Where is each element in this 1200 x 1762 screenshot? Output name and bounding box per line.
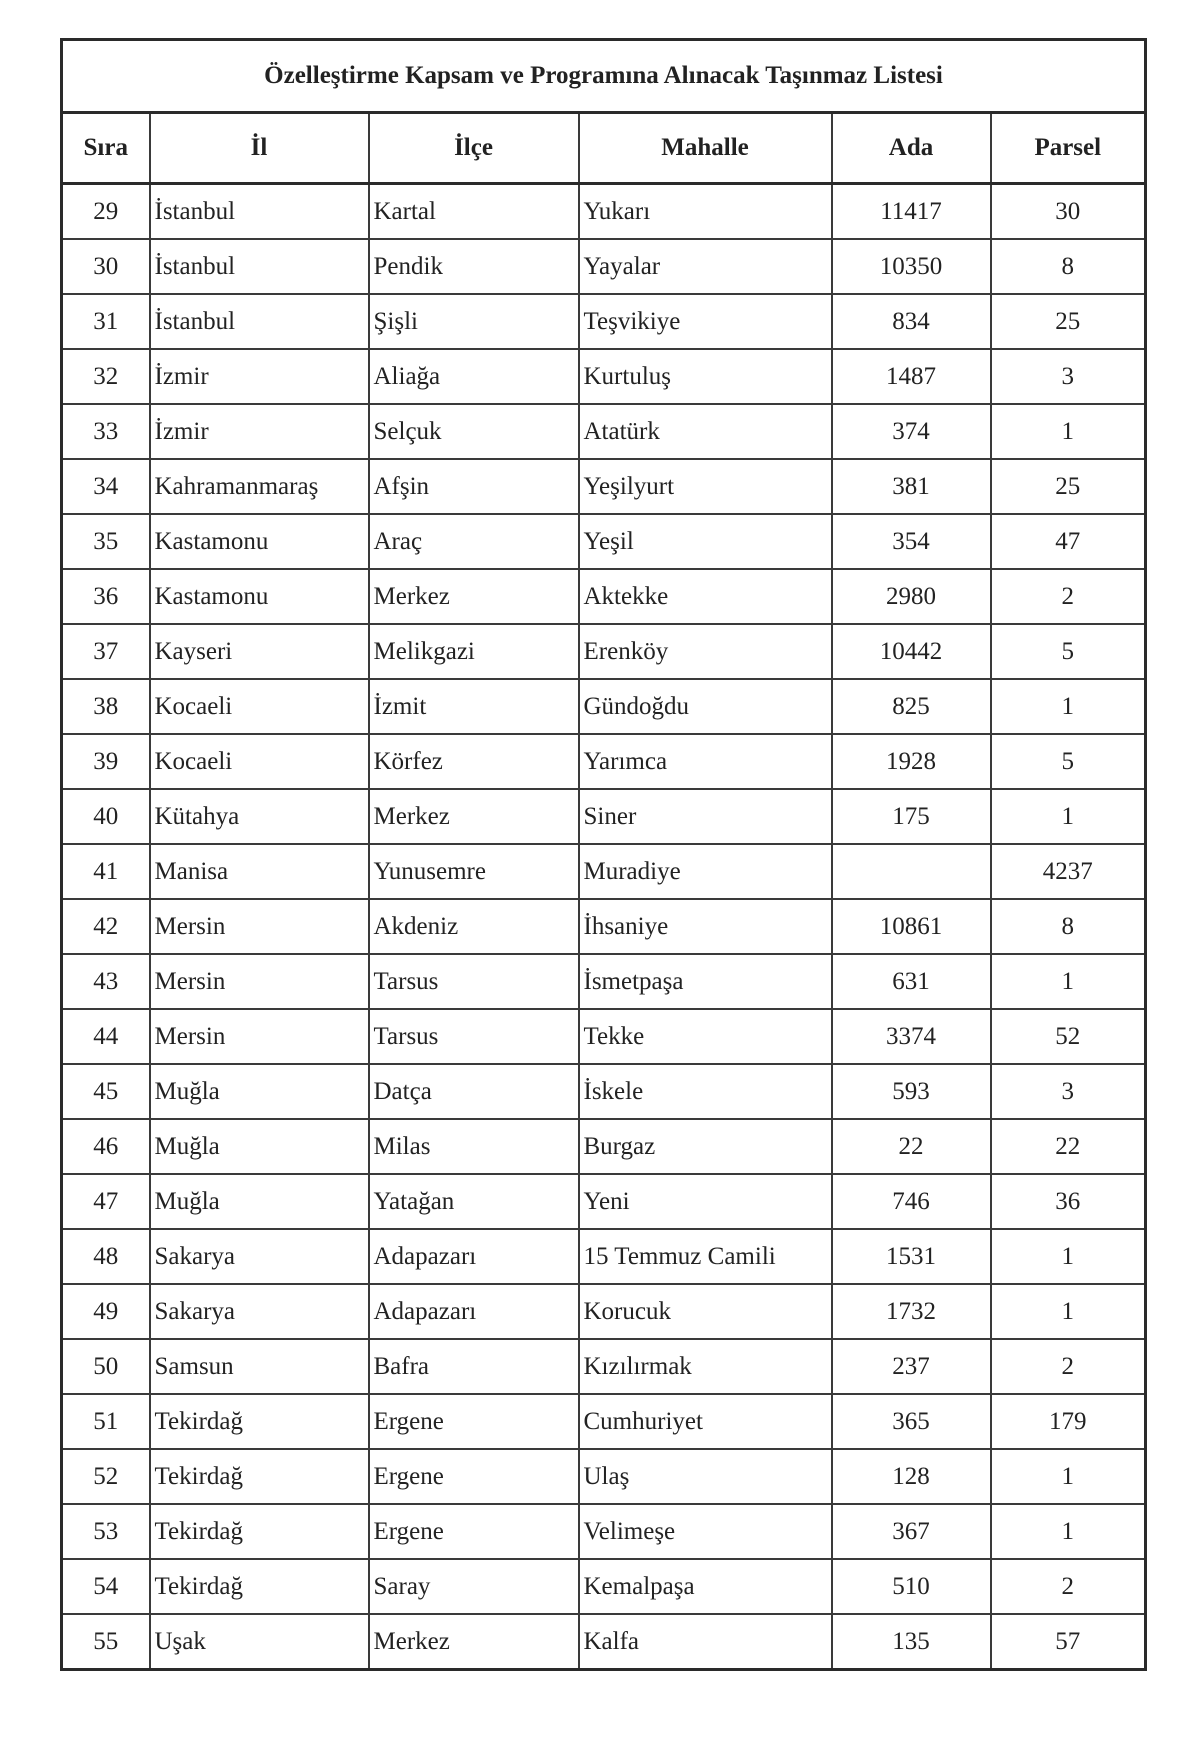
cell-sira: 46: [62, 1119, 150, 1174]
cell-parsel: 1: [991, 679, 1146, 734]
cell-ada: 631: [832, 954, 991, 1009]
cell-sira: 37: [62, 624, 150, 679]
cell-mahalle: Yeni: [579, 1174, 832, 1229]
table-row: [62, 1614, 1146, 1670]
cell-mahalle: Yukarı: [579, 184, 832, 240]
cell-parsel: 2: [991, 1339, 1146, 1394]
cell-sira: 31: [62, 294, 150, 349]
cell-mahalle: 15 Temmuz Camili: [579, 1229, 832, 1284]
table-row: [62, 294, 1146, 349]
cell-ilce: Ergene: [369, 1504, 579, 1559]
cell-sira: 51: [62, 1394, 150, 1449]
cell-mahalle: İskele: [579, 1064, 832, 1119]
cell-ada: 1928: [832, 734, 991, 789]
cell-il: İzmir: [150, 349, 369, 404]
cell-mahalle: Gündoğdu: [579, 679, 832, 734]
cell-il: Muğla: [150, 1174, 369, 1229]
cell-ilce: Akdeniz: [369, 899, 579, 954]
cell-il: Mersin: [150, 954, 369, 1009]
cell-parsel: 36: [991, 1174, 1146, 1229]
cell-mahalle: Muradiye: [579, 844, 832, 899]
cell-parsel: 25: [991, 294, 1146, 349]
cell-il: Tekirdağ: [150, 1449, 369, 1504]
cell-ilce: Datça: [369, 1064, 579, 1119]
cell-ilce: Selçuk: [369, 404, 579, 459]
table-row: [62, 514, 1146, 569]
cell-mahalle: Kızılırmak: [579, 1339, 832, 1394]
cell-mahalle: Aktekke: [579, 569, 832, 624]
cell-ilce: İzmit: [369, 679, 579, 734]
cell-il: Sakarya: [150, 1284, 369, 1339]
cell-ada: 10861: [832, 899, 991, 954]
header-row: [62, 113, 1146, 184]
cell-mahalle: Cumhuriyet: [579, 1394, 832, 1449]
table-row: [62, 844, 1146, 899]
cell-ada: 834: [832, 294, 991, 349]
cell-ada: 3374: [832, 1009, 991, 1064]
cell-ilce: Adapazarı: [369, 1284, 579, 1339]
table-row: [62, 1339, 1146, 1394]
table-row: [62, 1449, 1146, 1504]
cell-ilce: Merkez: [369, 1614, 579, 1670]
cell-ada: 10442: [832, 624, 991, 679]
cell-mahalle: Yeşilyurt: [579, 459, 832, 514]
cell-sira: 39: [62, 734, 150, 789]
cell-ilce: Araç: [369, 514, 579, 569]
cell-sira: 30: [62, 239, 150, 294]
cell-il: Kocaeli: [150, 734, 369, 789]
table-row: [62, 349, 1146, 404]
cell-il: Kocaeli: [150, 679, 369, 734]
cell-sira: 40: [62, 789, 150, 844]
cell-ada: 593: [832, 1064, 991, 1119]
cell-ilce: Kartal: [369, 184, 579, 240]
cell-ada: 11417: [832, 184, 991, 240]
cell-ilce: Şişli: [369, 294, 579, 349]
column-header-parsel: Parsel: [991, 113, 1146, 184]
cell-ilce: Aliağa: [369, 349, 579, 404]
cell-il: İstanbul: [150, 239, 369, 294]
cell-mahalle: Atatürk: [579, 404, 832, 459]
cell-parsel: 3: [991, 1064, 1146, 1119]
cell-mahalle: Teşvikiye: [579, 294, 832, 349]
column-header-ilce: İlçe: [369, 113, 579, 184]
cell-sira: 52: [62, 1449, 150, 1504]
table-row: [62, 404, 1146, 459]
cell-ada: 1487: [832, 349, 991, 404]
cell-ilce: Tarsus: [369, 954, 579, 1009]
cell-sira: 55: [62, 1614, 150, 1670]
cell-sira: 49: [62, 1284, 150, 1339]
cell-mahalle: Siner: [579, 789, 832, 844]
cell-il: Muğla: [150, 1064, 369, 1119]
table-row: [62, 1229, 1146, 1284]
cell-il: İstanbul: [150, 184, 369, 240]
cell-sira: 48: [62, 1229, 150, 1284]
cell-ilce: Saray: [369, 1559, 579, 1614]
cell-ada: 175: [832, 789, 991, 844]
cell-parsel: 2: [991, 569, 1146, 624]
cell-ada: 354: [832, 514, 991, 569]
cell-parsel: 5: [991, 624, 1146, 679]
cell-il: Sakarya: [150, 1229, 369, 1284]
cell-mahalle: İsmetpaşa: [579, 954, 832, 1009]
cell-il: Tekirdağ: [150, 1559, 369, 1614]
cell-ada: 1531: [832, 1229, 991, 1284]
cell-ilce: Yunusemre: [369, 844, 579, 899]
cell-mahalle: Kurtuluş: [579, 349, 832, 404]
cell-il: Muğla: [150, 1119, 369, 1174]
cell-parsel: 5: [991, 734, 1146, 789]
cell-sira: 54: [62, 1559, 150, 1614]
cell-sira: 41: [62, 844, 150, 899]
cell-sira: 32: [62, 349, 150, 404]
cell-sira: 33: [62, 404, 150, 459]
column-header-sira: Sıra: [62, 113, 150, 184]
cell-ada: 510: [832, 1559, 991, 1614]
table-row: [62, 954, 1146, 1009]
cell-parsel: 22: [991, 1119, 1146, 1174]
cell-ada: 365: [832, 1394, 991, 1449]
cell-parsel: 52: [991, 1009, 1146, 1064]
cell-il: Tekirdağ: [150, 1504, 369, 1559]
cell-ilce: Yatağan: [369, 1174, 579, 1229]
cell-ada: 2980: [832, 569, 991, 624]
cell-parsel: 179: [991, 1394, 1146, 1449]
table-row: [62, 459, 1146, 514]
cell-ada: 128: [832, 1449, 991, 1504]
cell-mahalle: Erenköy: [579, 624, 832, 679]
cell-il: Uşak: [150, 1614, 369, 1670]
cell-parsel: 47: [991, 514, 1146, 569]
table-row: [62, 1284, 1146, 1339]
cell-parsel: 25: [991, 459, 1146, 514]
cell-mahalle: Kemalpaşa: [579, 1559, 832, 1614]
table-row: [62, 734, 1146, 789]
cell-mahalle: Ulaş: [579, 1449, 832, 1504]
cell-parsel: 1: [991, 1504, 1146, 1559]
cell-ilce: Ergene: [369, 1394, 579, 1449]
cell-parsel: 1: [991, 404, 1146, 459]
cell-mahalle: Burgaz: [579, 1119, 832, 1174]
cell-parsel: 3: [991, 349, 1146, 404]
cell-il: Kütahya: [150, 789, 369, 844]
cell-mahalle: Kalfa: [579, 1614, 832, 1670]
cell-parsel: 1: [991, 1284, 1146, 1339]
cell-parsel: 1: [991, 954, 1146, 1009]
cell-ada: 746: [832, 1174, 991, 1229]
cell-il: Kahramanmaraş: [150, 459, 369, 514]
cell-ilce: Merkez: [369, 569, 579, 624]
table-row: [62, 184, 1146, 240]
cell-parsel: 1: [991, 1449, 1146, 1504]
cell-sira: 35: [62, 514, 150, 569]
cell-ada: 381: [832, 459, 991, 514]
cell-il: Kastamonu: [150, 569, 369, 624]
column-header-il: İl: [150, 113, 369, 184]
cell-sira: 43: [62, 954, 150, 1009]
cell-mahalle: Tekke: [579, 1009, 832, 1064]
table-row: [62, 1559, 1146, 1614]
cell-parsel: 8: [991, 239, 1146, 294]
cell-ada: 10350: [832, 239, 991, 294]
cell-ada: 22: [832, 1119, 991, 1174]
cell-sira: 44: [62, 1009, 150, 1064]
cell-il: Tekirdağ: [150, 1394, 369, 1449]
cell-mahalle: Yeşil: [579, 514, 832, 569]
cell-ilce: Pendik: [369, 239, 579, 294]
column-header-ada: Ada: [832, 113, 991, 184]
cell-ada: 374: [832, 404, 991, 459]
cell-ilce: Milas: [369, 1119, 579, 1174]
cell-sira: 34: [62, 459, 150, 514]
cell-ada: 367: [832, 1504, 991, 1559]
cell-il: Kayseri: [150, 624, 369, 679]
cell-ilce: Bafra: [369, 1339, 579, 1394]
cell-ilce: Adapazarı: [369, 1229, 579, 1284]
cell-parsel: 57: [991, 1614, 1146, 1670]
cell-ada: [832, 844, 991, 899]
cell-mahalle: Velimeşe: [579, 1504, 832, 1559]
cell-parsel: 4237: [991, 844, 1146, 899]
table-row: [62, 1174, 1146, 1229]
cell-sira: 45: [62, 1064, 150, 1119]
cell-parsel: 8: [991, 899, 1146, 954]
table-row: [62, 624, 1146, 679]
table-row: [62, 1504, 1146, 1559]
cell-sira: 53: [62, 1504, 150, 1559]
table-row: [62, 789, 1146, 844]
cell-il: İstanbul: [150, 294, 369, 349]
table-row: [62, 899, 1146, 954]
cell-sira: 42: [62, 899, 150, 954]
cell-sira: 50: [62, 1339, 150, 1394]
table-row: [62, 1394, 1146, 1449]
cell-il: İzmir: [150, 404, 369, 459]
cell-mahalle: Yayalar: [579, 239, 832, 294]
cell-sira: 47: [62, 1174, 150, 1229]
cell-parsel: 1: [991, 1229, 1146, 1284]
cell-parsel: 2: [991, 1559, 1146, 1614]
cell-il: Mersin: [150, 899, 369, 954]
cell-ada: 135: [832, 1614, 991, 1670]
table-body: [62, 184, 1146, 1670]
cell-parsel: 30: [991, 184, 1146, 240]
cell-ada: 237: [832, 1339, 991, 1394]
cell-mahalle: İhsaniye: [579, 899, 832, 954]
cell-mahalle: Korucuk: [579, 1284, 832, 1339]
cell-sira: 36: [62, 569, 150, 624]
cell-ilce: Merkez: [369, 789, 579, 844]
cell-il: Manisa: [150, 844, 369, 899]
cell-il: Mersin: [150, 1009, 369, 1064]
table-row: [62, 1064, 1146, 1119]
cell-il: Kastamonu: [150, 514, 369, 569]
cell-ilce: Ergene: [369, 1449, 579, 1504]
table-row: [62, 1119, 1146, 1174]
cell-sira: 29: [62, 184, 150, 240]
cell-ada: 825: [832, 679, 991, 734]
table-title: Özelleştirme Kapsam ve Programına Alınacak Taşınmaz Listesi: [62, 40, 1146, 113]
cell-parsel: 1: [991, 789, 1146, 844]
cell-il: Samsun: [150, 1339, 369, 1394]
cell-ada: 1732: [832, 1284, 991, 1339]
table-row: [62, 239, 1146, 294]
cell-ilce: Melikgazi: [369, 624, 579, 679]
cell-ilce: Tarsus: [369, 1009, 579, 1064]
property-list-table: [60, 38, 1147, 1671]
cell-mahalle: Yarımca: [579, 734, 832, 789]
cell-ilce: Afşin: [369, 459, 579, 514]
column-header-mahalle: Mahalle: [579, 113, 832, 184]
cell-ilce: Körfez: [369, 734, 579, 789]
cell-sira: 38: [62, 679, 150, 734]
table-row: [62, 569, 1146, 624]
table-row: [62, 679, 1146, 734]
table-row: [62, 1009, 1146, 1064]
